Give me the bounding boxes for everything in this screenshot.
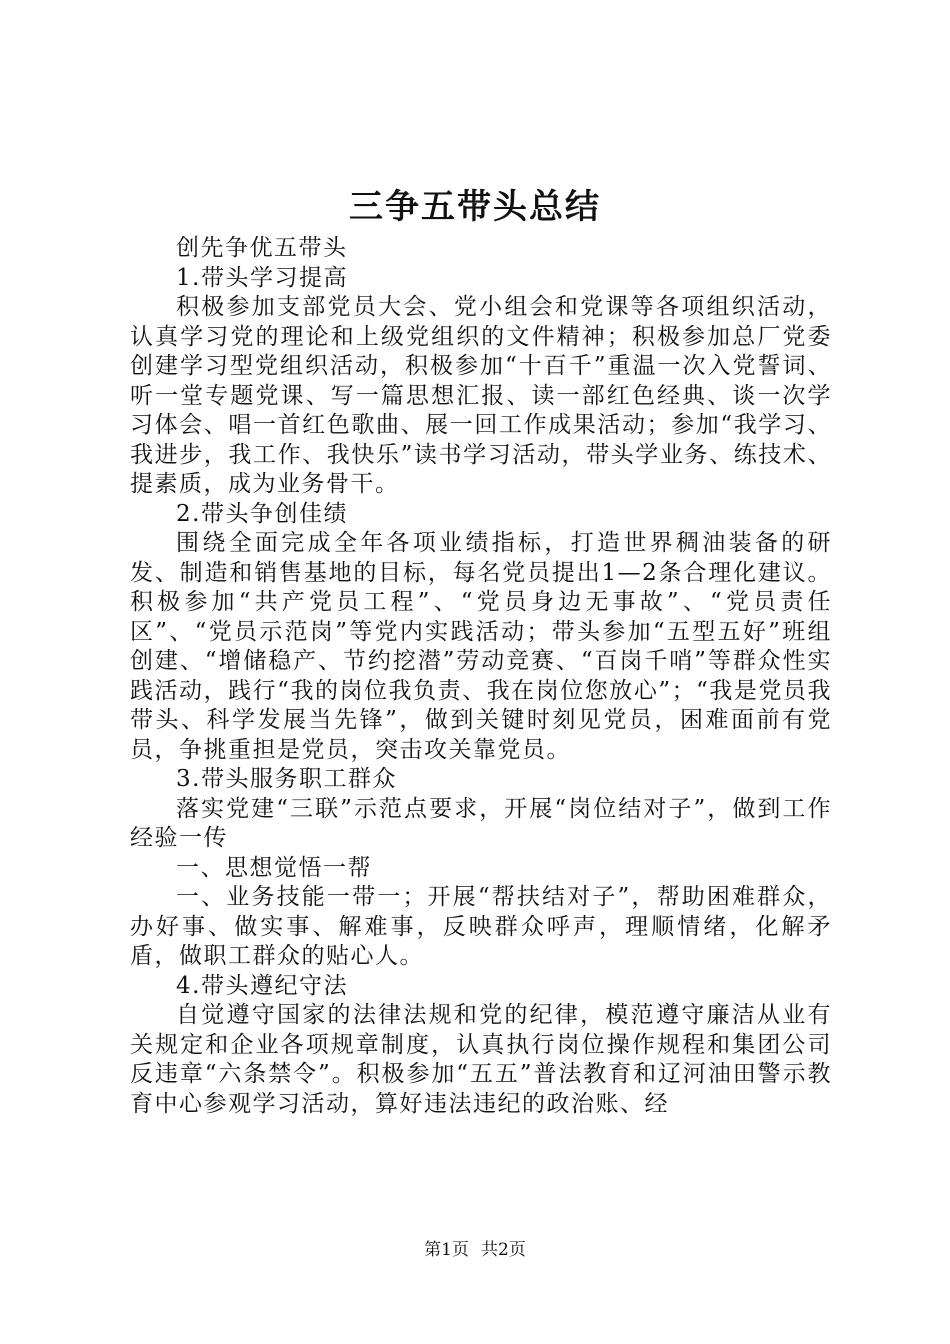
section-heading: 4.带头遵纪守法 [176,972,348,999]
page-number: 第1页 [424,1240,469,1260]
section-heading: 创先争优五带头 [176,235,348,261]
section-heading: 3.带头服务职工群众 [176,766,397,792]
page-total: 共2页 [481,1240,526,1260]
body-paragraph: 围绕全面完成全年各项业绩指标，打造世界稠油装备的研发、制造和销售基地的目标，每名党员提出1—2条合理化建议。积极参加“共产党员工程”、“党员身边无事故”、“党员责任区”、“党员示范岗”等党内实践活动；带头参加“五型五好”班组创建、“增储稳产、节约挖潜”劳动竞赛、“百岗千哨”等群众性实践活动，践行“我的岗位我负责、我在岗位您放心”；“我是党员我带头、科学发展当先锋”，做到关键时刻见党员，困难面前有党员，争挑重担是党员，突击攻关靠党员。 [130,530,832,763]
document-title: 三争五带头总结 [349,187,601,227]
document-body [130,234,832,1119]
body-paragraph: 积极参加支部党员大会、党小组会和党课等各项组织活动，认真学习党的理论和上级党组织的文件精神；积极参加总厂党委创建学习型党组织活动，积极参加“十百千”重温一次入党誓词、听一堂专题党课、写一篇思想汇报、读一部红色经典、谈一次学习体会、唱一首红色歌曲、展一回工作成果活动；参加“我学习、我进步，我工作、我快乐”读书学习活动，带头学业务、练技术、提素质，成为业务骨干。 [130,294,832,497]
section-heading: 2.带头争创佳绩 [176,500,348,527]
body-paragraph: 一、业务技能一带一；开展“帮扶结对子”，帮助困难群众，办好事、做实事、解难事，反映群众呼声，理顺情绪，化解矛盾，做职工群众的贴心人。 [130,884,832,969]
body-paragraph: 一、思想觉悟一帮 [176,854,372,881]
body-paragraph: 自觉遵守国家的法律法规和党的纪律，模范遵守廉洁从业有关规定和企业各项规章制度，认真执行岗位操作规程和集团公司反违章“六条禁令”。积极参加“五五”普法教育和辽河油田警示教育中心参观学习活动，算好违法违纪的政治账、经 [130,1002,832,1117]
section-heading: 1.带头学习提高 [176,264,348,291]
body-paragraph: 落实党建“三联”示范点要求，开展“岗位结对子”，做到工作经验一传 [130,795,832,851]
page-footer [0,1238,950,1262]
